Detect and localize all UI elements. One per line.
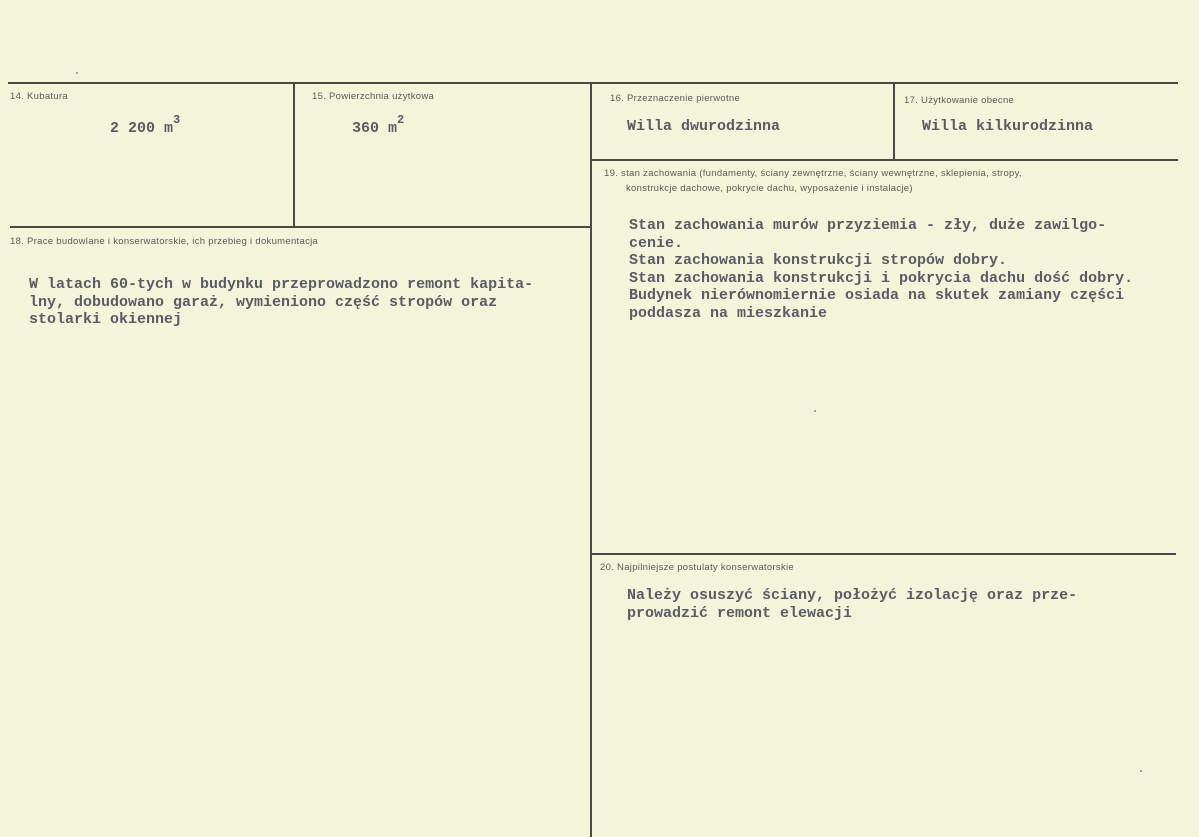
- field-19-label-line-2: konstrukcje dachowe, pokrycie dachu, wyposażenie i instalacje): [626, 183, 913, 194]
- rule-v-f14-f15: [293, 84, 295, 228]
- rule-f18-top: [10, 226, 592, 228]
- field-14-number: 2 200 m: [110, 120, 174, 137]
- top-rule: [8, 82, 1178, 84]
- rule-v-f16-f17: [893, 84, 895, 160]
- rule-f20-top: [592, 553, 1176, 555]
- field-17-label: 17. Użytkowanie obecne: [904, 95, 1015, 106]
- rule-f19-top: [592, 159, 1178, 161]
- field-14-label: 14. Kubatura: [10, 91, 69, 102]
- field-20-label: 20. Najpilniejsze postulaty konserwatorskie: [600, 562, 795, 573]
- field-19-text: Stan zachowania murów przyziemia - zły, duże zawilgo- cenie. Stan zachowania konstrukcji stropów dobry. Stan zachowania konstrukcji i pokrycia dachu dość dobry. Budynek nierównomiernie osiada na skutek zamiany części poddasza na mieszkanie: [629, 217, 1134, 322]
- field-20-text: Należy osuszyć ściany, położyć izolację oraz prze- prowadzić remont elewacji: [627, 587, 1078, 622]
- field-18-text: W latach 60-tych w budynku przeprowadzono remont kapita- lny, dobudowano garaż, wymieniono część stropów oraz stolarki okiennej: [29, 276, 534, 328]
- field-17-value: Willa kilkurodzinna: [922, 118, 1094, 135]
- field-18-label: 18. Prace budowlane i konserwatorskie, ich przebieg i dokumentacja: [10, 236, 319, 247]
- field-14-unit-exponent: 3: [173, 113, 181, 127]
- field-14-value: [110, 113, 181, 137]
- rule-v-center: [590, 84, 592, 837]
- field-16-label: 16. Przeznaczenie pierwotne: [610, 93, 741, 104]
- field-15-number: 360 m: [352, 120, 398, 137]
- field-19-label-line-1: 19. stan zachowania (fundamenty, ściany zewnętrzne, ściany wewnętrzne, sklepienia, stropy,: [604, 168, 1022, 179]
- paper-speck: [76, 72, 78, 74]
- paper-speck: [1140, 770, 1142, 772]
- field-15-unit-exponent: 2: [397, 113, 405, 127]
- field-15-value: [352, 113, 405, 137]
- field-15-label: 15. Powierzchnia użytkowa: [312, 91, 435, 102]
- field-16-value: Willa dwurodzinna: [627, 118, 781, 135]
- paper-speck: [814, 410, 816, 412]
